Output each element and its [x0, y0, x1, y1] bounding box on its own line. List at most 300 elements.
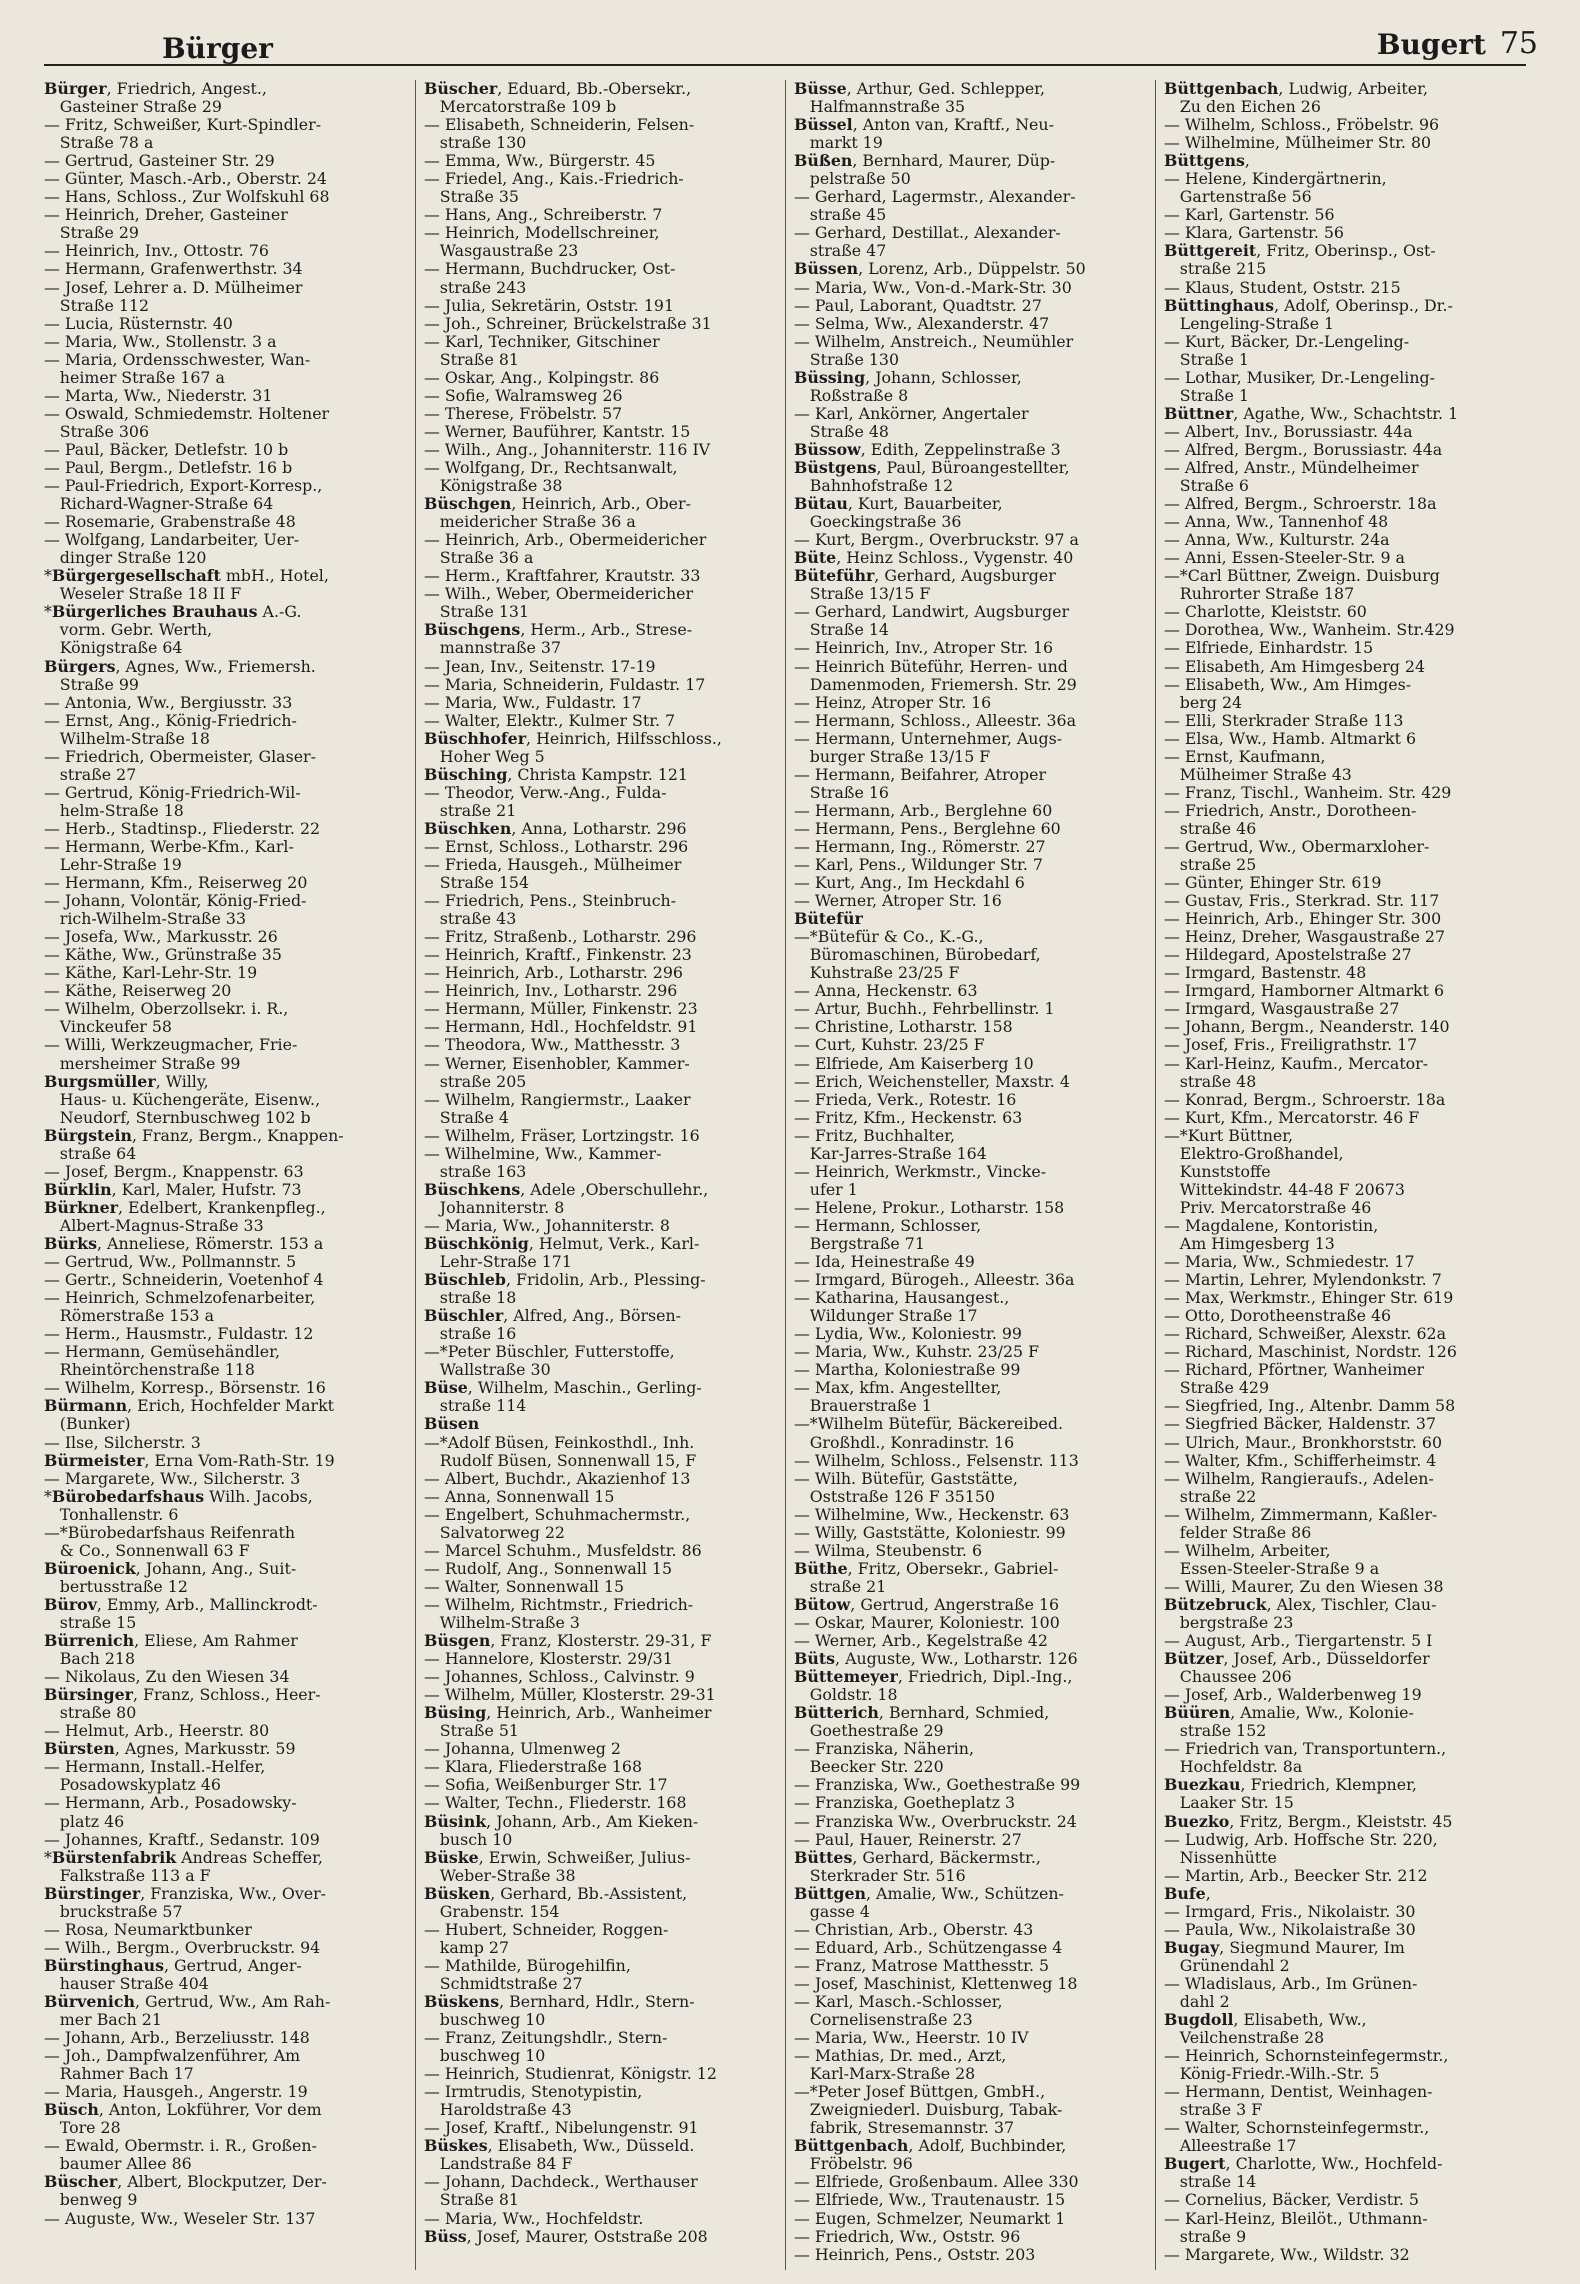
entry-line: — Heinz, Atroper Str. 16 — [794, 693, 992, 712]
entry-line: Büsse, Arthur, Ged. Schlepper, — [794, 80, 1046, 98]
entry-line: — Johannes, Kraftf., Sedanstr. 109 — [44, 1830, 320, 1849]
entry-line: — Wilhelm, Rangieraufs., Adelen- — [1164, 1469, 1434, 1488]
entry-line: — Joh., Schreiner, Brückelstraße 31 — [424, 314, 712, 333]
entry-line: — Friedel, Ang., Kais.-Friedrich- — [424, 170, 684, 189]
entry-line: Haroldstraße 43 — [424, 2101, 572, 2120]
surname: Bürvenich — [44, 1992, 135, 2011]
surname: Bugay — [1164, 1938, 1220, 1957]
surname: Büsching — [424, 765, 508, 784]
entry-line: straße 243 — [424, 278, 527, 297]
entry-line: Straße 131 — [424, 603, 530, 622]
entry-line: straße 18 — [424, 1289, 517, 1308]
entry-line: mer Bach 21 — [44, 2011, 162, 2030]
entry-line: — Wilhelm, Müller, Klosterstr. 29-31 — [424, 1686, 716, 1705]
column-1 — [44, 80, 406, 2270]
surname: Büttgereit — [1164, 242, 1257, 261]
entry-line: — Rosa, Neumarktbunker — [44, 1920, 252, 1939]
entry-line: Büteführ, Gerhard, Augsburger — [794, 567, 1056, 586]
entry-line: Lehr-Straße 19 — [44, 856, 182, 875]
entry-line: — Wilhelm, Schloss., Felsenstr. 113 — [794, 1451, 1079, 1470]
entry-line: — Friedrich, Pens., Steinbruch- — [424, 892, 677, 911]
entry-line: Hoher Weg 5 — [424, 747, 545, 766]
entry-line: — Hildegard, Apostelstraße 27 — [1164, 946, 1412, 965]
entry-line: Königstraße 64 — [44, 639, 183, 658]
surname: Büschkens — [424, 1180, 521, 1199]
entry-line: — Johann, Dachdeck., Werthauser — [424, 2173, 698, 2192]
entry-line: — Josef, Fris., Freiligrathstr. 17 — [1164, 1036, 1418, 1055]
entry-line: — Wilhelm, Schloss., Fröbelstr. 96 — [1164, 116, 1440, 135]
entry-line: — Klaus, Student, Oststr. 215 — [1164, 278, 1401, 297]
entry-line: Straße 306 — [44, 422, 150, 441]
entry-line: — Franziska, Näherin, — [794, 1740, 974, 1759]
entry-line: Haus- u. Küchengeräte, Eisenw., — [44, 1090, 321, 1109]
surname: Büßen — [794, 152, 853, 171]
entry-line: Bahnhofstraße 12 — [794, 477, 954, 496]
entry-line: — Hermann, Schlosser, — [794, 1216, 982, 1235]
surname: Büte — [794, 549, 837, 568]
entry-line: Straße 14 — [794, 621, 889, 640]
entry-line: Büts, Auguste, Ww., Lotharstr. 126 — [794, 1650, 1078, 1669]
entry-line: — Max, Werkmstr., Ehinger Str. 619 — [1164, 1289, 1454, 1308]
entry-line: Straße 4 — [424, 1108, 509, 1127]
entry-line: — Helene, Kindergärtnerin, — [1164, 170, 1387, 189]
entry-line: — Maria, Ww., Heerstr. 10 IV — [794, 2029, 1029, 2048]
entry-line: Büttemeyer, Friedrich, Dipl.-Ing., — [794, 1668, 1073, 1687]
entry-line: — Alfred, Bergm., Borussiastr. 44a — [1164, 440, 1443, 459]
entry-line — [794, 910, 1149, 928]
entry-line: vorm. Gebr. Werth, — [44, 621, 213, 640]
entry-line: — Maria, Ww., Kuhstr. 23/25 F — [794, 1343, 1040, 1362]
entry-line: straße 22 — [1164, 1487, 1257, 1506]
entry-line: rich-Wilhelm-Straße 33 — [44, 910, 247, 929]
entry-line: — Sofie, Walramsweg 26 — [424, 386, 623, 405]
entry-line: — Friedrich van, Transportuntern., — [1164, 1740, 1447, 1759]
entry-line: Elektro-Großhandel, — [1164, 1144, 1344, 1163]
surname: Büschken — [424, 819, 512, 838]
surname: Bürgers — [44, 657, 116, 676]
entry-line: Bürov, Emmy, Arb., Mallinckrodt- — [44, 1595, 318, 1614]
surname: Bütefür — [794, 910, 863, 929]
entry-line: — Hubert, Schneider, Roggen- — [424, 1920, 669, 1939]
entry-line: — Maria, Ordensschwester, Wan- — [44, 350, 311, 369]
entry-line: straße 27 — [44, 765, 137, 784]
entry-line: — Wilhelm, Anstreich., Neumühler — [794, 332, 1074, 351]
entry-line: — Herm., Kraftfahrer, Krautstr. 33 — [424, 567, 701, 586]
entry-line: — Paula, Ww., Nikolaistraße 30 — [1164, 1920, 1416, 1939]
entry-line: — Hermann, Hdl., Hochfeldstr. 91 — [424, 1018, 698, 1037]
entry-line: Büskens, Bernhard, Hdlr., Stern- — [424, 1992, 695, 2011]
entry-line: — Karl, Techniker, Gitschiner — [424, 332, 660, 351]
entry-line: mersheimer Straße 99 — [44, 1054, 241, 1073]
entry-line: — Christine, Lotharstr. 158 — [794, 1018, 1013, 1037]
entry-line: — Wilhelm, Zimmermann, Kaßler- — [1164, 1505, 1438, 1524]
entry-line: Straße 112 — [44, 296, 150, 315]
entry-line: Großhdl., Konradinstr. 16 — [794, 1433, 1015, 1452]
entry-line: —*Carl Büttner, Zweign. Duisburg — [1164, 567, 1440, 586]
entry-line: Weseler Straße 18 II F — [44, 585, 242, 604]
entry-line: — Siegfried, Ing., Altenbr. Damm 58 — [1164, 1397, 1456, 1416]
entry-line: Lehr-Straße 171 — [424, 1253, 572, 1272]
entry-line: — Sofia, Weißenburger Str. 17 — [424, 1776, 668, 1795]
entry-line: straße 47 — [794, 242, 887, 261]
entry-line: — Curt, Kuhstr. 23/25 F — [794, 1036, 985, 1055]
entry-line: Büss, Josef, Maurer, Oststraße 208 — [424, 2227, 708, 2246]
entry-line: — Gerhard, Lagermstr., Alexander- — [794, 188, 1076, 207]
entry-line: — Erich, Weichensteller, Maxstr. 4 — [794, 1072, 1070, 1091]
entry-line: berg 24 — [1164, 693, 1243, 712]
entry-line: — Hermann, Unternehmer, Augs- — [794, 729, 1063, 748]
entry-line: Grünendahl 2 — [1164, 1956, 1290, 1975]
entry-line: — Max, kfm. Angestellter, — [794, 1379, 1002, 1398]
entry-line: — Cornelius, Bäcker, Verdistr. 5 — [1164, 2191, 1419, 2210]
entry-line: Büsch, Anton, Lokführer, Vor dem — [44, 2101, 322, 2120]
entry-line: Tonhallenstr. 6 — [44, 1505, 179, 1524]
entry-line: Beecker Str. 220 — [794, 1758, 944, 1777]
entry-line: Roßstraße 8 — [794, 386, 909, 405]
entry-line: benweg 9 — [44, 2191, 138, 2210]
entry-line: — Mathilde, Bürogehilfin, — [424, 1956, 631, 1975]
surname: Büttgenbach — [794, 2137, 909, 2156]
entry-line: *Bürstenfabrik Andreas Scheffer, — [44, 1848, 323, 1867]
surname: Büschgen — [424, 495, 512, 514]
surname: Büscher — [44, 2173, 118, 2192]
header-left-keyword: Bürger — [162, 32, 273, 65]
entry-line: Bürgstein, Franz, Bergm., Knappen- — [44, 1126, 344, 1145]
entry-line: Büschhofer, Heinrich, Hilfsschloss., — [424, 729, 722, 748]
entry-line: — Hans, Schloss., Zur Wolfskuhl 68 — [44, 188, 330, 207]
surname: Bürsinger — [44, 1686, 133, 1705]
entry-line: Büüren, Amalie, Ww., Kolonie- — [1164, 1704, 1414, 1723]
entry-line: (Bunker) — [44, 1415, 131, 1434]
entry-line: — Josefa, Ww., Markusstr. 26 — [44, 928, 278, 947]
entry-line: Bütow, Gertrud, Angerstraße 16 — [794, 1595, 1060, 1614]
entry-line: — Josef, Kraftf., Nibelungenstr. 91 — [424, 2119, 699, 2138]
entry-line: Karl-Marx-Straße 28 — [794, 2065, 976, 2084]
entry-line: — Heinrich, Schmelzofenarbeiter, — [44, 1289, 316, 1308]
entry-line: — Karl, Gartenstr. 56 — [1164, 206, 1335, 225]
entry-line: —*Bütefür & Co., K.-G., — [794, 928, 984, 947]
entry-line: — Wilhelm, Richtmstr., Friedrich- — [424, 1595, 694, 1614]
entry-line: — Gertrud, Ww., Obermarxloher- — [1164, 837, 1430, 856]
entry-line: dinger Straße 120 — [44, 549, 207, 568]
entry-line: — Johann, Bergm., Neanderstr. 140 — [1164, 1018, 1450, 1037]
entry-line: — Karl, Ankörner, Angertaler — [794, 404, 1029, 423]
entry-line: — Joh., Dampfwalzenführer, Am — [44, 2047, 301, 2066]
entry-line: — Frieda, Verk., Rotestr. 16 — [794, 1090, 1017, 1109]
entry-line: — Heinrich, Dreher, Gasteiner — [44, 206, 288, 225]
surname: Büschhofer — [424, 729, 527, 748]
entry-line: Königstraße 38 — [424, 477, 563, 496]
entry-line: — Willy, Gaststätte, Koloniestr. 99 — [794, 1523, 1066, 1542]
entry-line: — Fritz, Straßenb., Lotharstr. 296 — [424, 928, 697, 947]
entry-line: — Fritz, Schweißer, Kurt-Spindler- — [44, 116, 322, 135]
entry-line: Straße 29 — [44, 224, 139, 243]
entry-line: Büttgereit, Fritz, Oberinsp., Ost- — [1164, 242, 1436, 261]
surname: Büschleb — [424, 1271, 506, 1290]
entry-line: Falkstraße 113 a F — [44, 1866, 211, 1885]
entry-line: — Albert, Buchdr., Akazienhof 13 — [424, 1469, 691, 1488]
entry-line: Johanniterstr. 8 — [424, 1198, 565, 1217]
entry-line: Rheintörchenstraße 118 — [44, 1361, 255, 1380]
entry-line: fabrik, Stresemannstr. 37 — [794, 2119, 1015, 2138]
entry-line: *Bürgergesellschaft mbH., Hotel, — [44, 567, 329, 586]
entry-line: Büssing, Johann, Schlosser, — [794, 368, 1022, 387]
entry-line: — Anni, Essen-Steeler-Str. 9 a — [1164, 549, 1405, 568]
entry-line: — Gertrud, Ww., Pollmannstr. 5 — [44, 1253, 297, 1272]
entry-line: — Anna, Ww., Kulturstr. 24a — [1164, 531, 1390, 550]
column-3 — [785, 80, 1149, 2270]
entry-line: — Eduard, Arb., Schützengasse 4 — [794, 1938, 1063, 1957]
entry-line: — Karl-Heinz, Bleilöt., Uthmann- — [1164, 2209, 1428, 2228]
entry-line: — Heinrich, Arb., Obermeidericher — [424, 531, 707, 550]
entry-line: — Rosemarie, Grabenstraße 48 — [44, 513, 296, 532]
entry-line: — Helmut, Arb., Heerstr. 80 — [44, 1722, 270, 1741]
entry-line: — Maria, Ww., Johanniterstr. 8 — [424, 1216, 670, 1235]
entry-line: Büscher, Eduard, Bb.-Obersekr., — [424, 80, 692, 98]
surname: Büsse — [794, 80, 847, 98]
entry-line: Büsken, Gerhard, Bb.-Assistent, — [424, 1884, 688, 1903]
entry-line: Buezko, Fritz, Bergm., Kleiststr. 45 — [1164, 1812, 1453, 1831]
entry-line: Zu den Eichen 26 — [1164, 98, 1321, 117]
entry-line: König-Friedr.-Wilh.-Str. 5 — [1164, 2065, 1380, 2084]
entry-line: — Martin, Lehrer, Mylendonkstr. 7 — [1164, 1271, 1442, 1290]
entry-line: Büschler, Alfred, Ang., Börsen- — [424, 1307, 682, 1326]
entry-line: Büse, Wilhelm, Maschin., Gerling- — [424, 1379, 702, 1398]
entry-line: — Günter, Ehinger Str. 619 — [1164, 874, 1382, 893]
surname: Bürgerliches Brauhaus — [51, 603, 258, 622]
entry-line: — Friedrich, Obermeister, Glaser- — [44, 747, 316, 766]
entry-line: — Therese, Fröbelstr. 57 — [424, 404, 623, 423]
entry-line: Straße 81 — [424, 2191, 519, 2210]
entry-line: Büromaschinen, Bürobedarf, — [794, 946, 1041, 965]
entry-line: Straße 36 a — [424, 549, 534, 568]
entry-line: — Otto, Dorotheenstraße 46 — [1164, 1307, 1392, 1326]
entry-line: — Irmgard, Wasgaustraße 27 — [1164, 1000, 1400, 1019]
surname: Bürgergesellschaft — [51, 567, 221, 586]
entry-line: Straße 6 — [1164, 477, 1249, 496]
entry-line: — Maria, Ww., Hochfeldstr. — [424, 2209, 644, 2228]
entry-line: — Irmgard, Bastenstr. 48 — [1164, 964, 1367, 983]
surname: Büttgenbach — [1164, 80, 1279, 98]
entry-line: straße 14 — [1164, 2173, 1257, 2192]
entry-line: — Irmgard, Fris., Nikolaistr. 30 — [1164, 1902, 1416, 1921]
entry-line: Goldstr. 18 — [794, 1686, 898, 1705]
entry-line: — Ernst, Ang., König-Friedrich- — [44, 711, 297, 730]
entry-line: — Wilhelm, Fräser, Lortzingstr. 16 — [424, 1126, 700, 1145]
entry-line: Priv. Mercatorstraße 46 — [1164, 1198, 1372, 1217]
entry-line: platz 46 — [44, 1812, 125, 1831]
entry-line: — Selma, Ww., Alexanderstr. 47 — [794, 314, 1050, 333]
entry-line: — Gertrud, König-Friedrich-Wil- — [44, 783, 301, 802]
entry-line: — Wladislaus, Arb., Im Grünen- — [1164, 1974, 1418, 1993]
surname: Bürov — [44, 1595, 97, 1614]
entry-line: — Heinrich, Studienrat, Königstr. 12 — [424, 2065, 717, 2084]
entry-line: — Helene, Prokur., Lotharstr. 158 — [794, 1198, 1065, 1217]
entry-line: — Franz, Zeitungshdlr., Stern- — [424, 2029, 668, 2048]
entry-line: — Maria, Ww., Schmiedestr. 17 — [1164, 1253, 1415, 1272]
entry-line: busch 10 — [424, 1830, 513, 1849]
entry-line: — Elfriede, Einhardstr. 15 — [1164, 639, 1374, 658]
entry-line: helm-Straße 18 — [44, 801, 184, 820]
entry-line: — Josef, Maschinist, Klettenweg 18 — [794, 1974, 1078, 1993]
entry-line: — Franziska, Ww., Goethestraße 99 — [794, 1776, 1081, 1795]
entry-line: — Irmgard, Hamborner Altmarkt 6 — [1164, 982, 1445, 1001]
entry-line: Hochfeldstr. 8a — [1164, 1758, 1303, 1777]
entry-line: Kar-Jarres-Straße 164 — [794, 1144, 987, 1163]
entry-line: — Heinrich, Werkmstr., Vincke- — [794, 1162, 1047, 1181]
surname: Büsch — [44, 2101, 99, 2120]
entry-line: — Kurt, Ang., Im Heckdahl 6 — [794, 874, 1025, 893]
entry-line: — Irmtrudis, Stenotypistin, — [424, 2083, 643, 2102]
entry-line: Büsing, Heinrich, Arb., Wanheimer — [424, 1704, 712, 1723]
surname: Büteführ — [794, 567, 875, 586]
entry-line: Bütterich, Bernhard, Schmied, — [794, 1704, 1050, 1723]
entry-line: Bugay, Siegmund Maurer, Im — [1164, 1938, 1405, 1957]
entry-line: — Oskar, Maurer, Koloniestr. 100 — [794, 1613, 1060, 1632]
entry-line: Ruhrorter Straße 187 — [1164, 585, 1355, 604]
entry-line: — Wilh., Weber, Obermeidericher — [424, 585, 694, 604]
surname: Bütow — [794, 1595, 851, 1614]
entry-line: — Werner, Arb., Kegelstraße 42 — [794, 1632, 1048, 1651]
entry-line: — Siegfried Bäcker, Haldenstr. 37 — [1164, 1415, 1437, 1434]
surname: Bürger — [44, 80, 107, 98]
entry-line: Goeckingstraße 36 — [794, 513, 962, 532]
entry-line: — Werner, Bauführer, Kantstr. 15 — [424, 422, 691, 441]
entry-line: — Heinrich, Inv., Lotharstr. 296 — [424, 982, 678, 1001]
surname: Büttner — [1164, 404, 1234, 423]
entry-line: Büttgens, — [1164, 152, 1250, 171]
entry-line: markt 19 — [794, 134, 883, 153]
entry-line: — Heinrich, Arb., Lotharstr. 296 — [424, 964, 683, 983]
entry-line: — Franz, Tischl., Wanheim. Str. 429 — [1164, 783, 1452, 802]
entry-line: — Anna, Sonnenwall 15 — [424, 1487, 615, 1506]
entry-line: Posadowskyplatz 46 — [44, 1776, 221, 1795]
entry-line: Oststraße 126 F 35150 — [794, 1487, 995, 1506]
entry-line: — Katharina, Hausangest., — [794, 1289, 1010, 1308]
entry-line: Büte, Heinz Schloss., Vygenstr. 40 — [794, 549, 1074, 568]
surname: Bützer — [1164, 1650, 1224, 1669]
entry-line: — Lucia, Rüsternstr. 40 — [44, 314, 233, 333]
surname: Bützebruck — [1164, 1595, 1267, 1614]
surname: Büroenick — [44, 1559, 136, 1578]
entry-line: Büttner, Agathe, Ww., Schachtstr. 1 — [1164, 404, 1459, 423]
entry-line: — Heinrich Büteführ, Herren- und — [794, 657, 1068, 676]
entry-line: — Hermann, Install.-Helfer, — [44, 1758, 266, 1777]
entry-line: straße 215 — [1164, 260, 1267, 279]
entry-line: — Ida, Heinestraße 49 — [794, 1253, 975, 1272]
entry-line: burger Straße 13/15 F — [794, 747, 991, 766]
column-4 — [1155, 80, 1530, 2270]
surname: Bürgstein — [44, 1126, 132, 1145]
entry-line: —*Peter Büschler, Futterstoffe, — [424, 1343, 675, 1362]
surname: Büssel — [794, 116, 853, 135]
entry-line: — Lothar, Musiker, Dr.-Lengeling- — [1164, 368, 1435, 387]
entry-line: — Wilhelm, Oberzollsekr. i. R., — [44, 1000, 289, 1019]
entry-line: — Alfred, Bergm., Schroerstr. 18a — [1164, 495, 1437, 514]
entry-line: Büschgens, Herm., Arb., Strese- — [424, 621, 693, 640]
entry-line: — Kurt, Bergm., Overbruckstr. 97 a — [794, 531, 1079, 550]
entry-line: — Dorothea, Ww., Wanheim. Str.429 — [1164, 621, 1455, 640]
surname: Bugdoll — [1164, 2011, 1234, 2030]
entry-line: Büttinghaus, Adolf, Oberinsp., Dr.- — [1164, 296, 1453, 315]
surname: Büschler — [424, 1307, 504, 1326]
entry-line: Wilhelm-Straße 18 — [44, 729, 210, 748]
entry-line: — Magdalene, Kontoristin, — [1164, 1216, 1379, 1235]
entry-line: Albert-Magnus-Straße 33 — [44, 1216, 264, 1235]
entry-line: — Martin, Arb., Beecker Str. 212 — [1164, 1866, 1428, 1885]
entry-line: & Co., Sonnenwall 63 F — [44, 1541, 250, 1560]
surname: Bugert — [1164, 2155, 1226, 2174]
entry-line: — Johanna, Ulmenweg 2 — [424, 1740, 621, 1759]
entry-line: Burgsmüller, Willy, — [44, 1072, 209, 1091]
entry-line: — Hermann, Schloss., Alleestr. 36a — [794, 711, 1077, 730]
entry-line: Büschken, Anna, Lotharstr. 296 — [424, 819, 687, 838]
entry-line: — Alfred, Anstr., Mündelheimer — [1164, 458, 1419, 477]
entry-line: — Wilh. Bütefür, Gaststätte, — [794, 1469, 1018, 1488]
entry-line: — Wilhelm, Korresp., Börsenstr. 16 — [44, 1379, 326, 1398]
entry-line: — Karl, Pens., Wildunger Str. 7 — [794, 856, 1043, 875]
entry-line: Büstgens, Paul, Büroangestellter, — [794, 458, 1070, 477]
entry-line: — Richard, Pförtner, Wanheimer — [1164, 1361, 1425, 1380]
entry-line: Büthe, Fritz, Obersekr., Gabriel- — [794, 1559, 1059, 1578]
entry-line: straße 163 — [424, 1162, 527, 1181]
entry-line: — Hermann, Müller, Finkenstr. 23 — [424, 1000, 698, 1019]
entry-line: — Paul-Friedrich, Export-Korresp., — [44, 477, 323, 496]
surname: Büüren — [1164, 1704, 1231, 1723]
entry-line: — Willi, Maurer, Zu den Wiesen 38 — [1164, 1577, 1444, 1596]
entry-line: Büschgen, Heinrich, Arb., Ober- — [424, 495, 691, 514]
entry-line: Büskes, Elisabeth, Ww., Düsseld. — [424, 2137, 695, 2156]
page-header — [44, 22, 1538, 66]
surname: Bürks — [44, 1235, 97, 1253]
entry-line: Mercatorstraße 109 b — [424, 98, 617, 117]
entry-line: — Kurt, Kfm., Mercatorstr. 46 F — [1164, 1108, 1420, 1127]
entry-line: — Hermann, Ing., Römerstr. 27 — [794, 837, 1046, 856]
surname: Büts — [794, 1650, 836, 1669]
entry-line: — Käthe, Karl-Lehr-Str. 19 — [44, 964, 258, 983]
surname: Bürklin — [44, 1180, 112, 1199]
surname: Bürstinghaus — [44, 1956, 164, 1975]
entry-line: — Theodor, Verw.-Ang., Fulda- — [424, 783, 667, 802]
entry-line: — Oswald, Schmiedemstr. Holtener — [44, 404, 330, 423]
entry-line: — Gustav, Fris., Sterkrad. Str. 117 — [1164, 892, 1440, 911]
surname: Büske — [424, 1848, 479, 1867]
entry-line: Goethestraße 29 — [794, 1722, 944, 1741]
entry-line: — Richard, Schweißer, Alexstr. 62a — [1164, 1325, 1446, 1344]
entry-line: — Martha, Koloniestraße 99 — [794, 1361, 1021, 1380]
entry-line: — Franziska, Goetheplatz 3 — [794, 1794, 1016, 1813]
entry-line: — Heinrich, Arb., Ehinger Str. 300 — [1164, 910, 1442, 929]
entry-line: — Hermann, Beifahrer, Atroper — [794, 765, 1047, 784]
surname: Burgsmüller — [44, 1072, 156, 1091]
entry-line: Büschkönig, Helmut, Verk., Karl- — [424, 1235, 700, 1253]
entry-line: Straße 48 — [794, 422, 889, 441]
entry-line: — Gerhard, Landwirt, Augsburger — [794, 603, 1069, 622]
entry-line: felder Straße 86 — [1164, 1523, 1312, 1542]
entry-line: Straße 429 — [1164, 1379, 1270, 1398]
entry-line: — Käthe, Reiserweg 20 — [44, 982, 232, 1001]
entry-line: — Hermann, Dentist, Weinhagen- — [1164, 2083, 1433, 2102]
entry-line: — Walter, Kfm., Schifferheimstr. 4 — [1164, 1451, 1437, 1470]
entry-line: — Johann, Arb., Berzeliusstr. 148 — [44, 2029, 310, 2048]
entry-line: — Wilhelm, Arbeiter, — [1164, 1541, 1331, 1560]
entry-line: Büssen, Lorenz, Arb., Düppelstr. 50 — [794, 260, 1086, 279]
entry-line: Schmidtstraße 27 — [424, 1974, 583, 1993]
entry-line: Straße 78 a — [44, 134, 154, 153]
entry-line: Büsching, Christa Kampstr. 121 — [424, 765, 688, 784]
entry-line: — Gertr., Schneiderin, Voetenhof 4 — [44, 1271, 324, 1290]
entry-line: Straße 130 — [794, 350, 900, 369]
